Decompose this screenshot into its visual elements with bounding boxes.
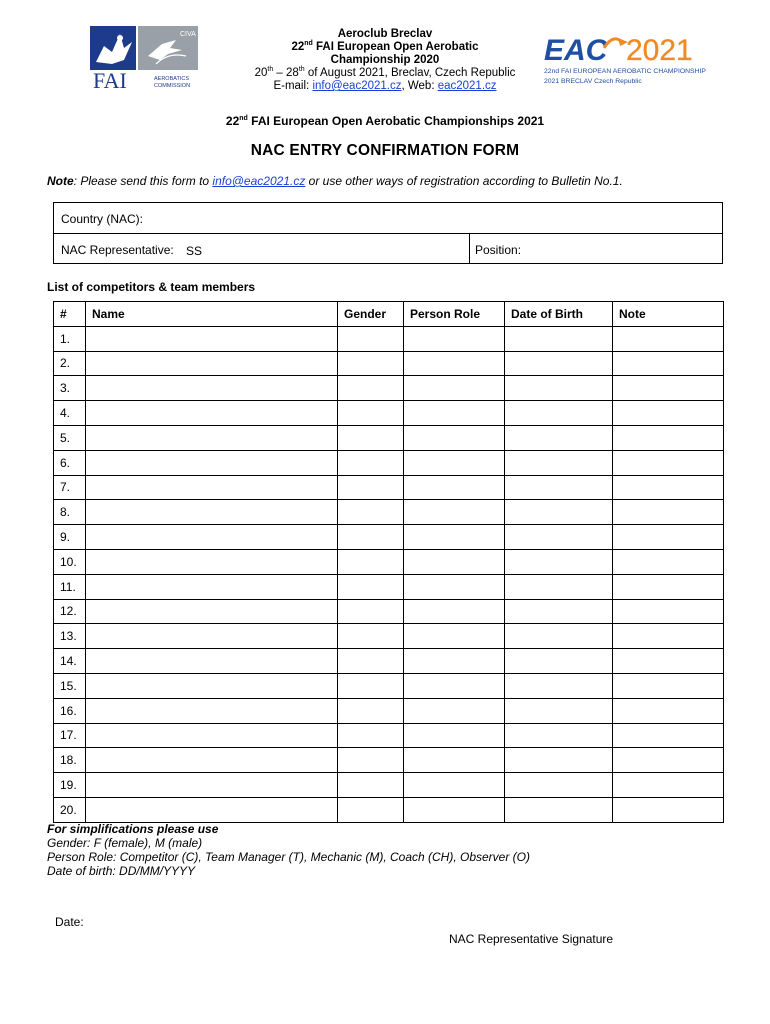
col-date-of-birth: Date of Birth xyxy=(505,302,613,327)
name-cell[interactable] xyxy=(86,525,338,550)
event-header xyxy=(240,28,530,93)
gender-cell[interactable] xyxy=(338,500,404,525)
gender-cell[interactable] xyxy=(338,376,404,401)
row-number: 13. xyxy=(54,624,86,649)
note-cell[interactable] xyxy=(613,797,724,822)
date-of-birth-cell[interactable] xyxy=(505,698,613,723)
note-cell[interactable] xyxy=(613,698,724,723)
competitors-list-title: List of competitors & team members xyxy=(47,280,256,294)
table-row xyxy=(54,500,724,525)
championship-line2: Championship 2020 xyxy=(330,54,440,66)
name-cell[interactable] xyxy=(86,475,338,500)
name-cell[interactable] xyxy=(86,698,338,723)
date-of-birth-cell[interactable] xyxy=(505,525,613,550)
gender-cell[interactable] xyxy=(338,797,404,822)
signature-label: NAC Representative Signature xyxy=(449,932,614,946)
note-cell[interactable] xyxy=(613,351,724,376)
name-cell[interactable] xyxy=(86,549,338,574)
note-cell[interactable] xyxy=(613,624,724,649)
row-number: 14. xyxy=(54,649,86,674)
person-role-cell[interactable] xyxy=(404,797,505,822)
form-title: NAC ENTRY CONFIRMATION FORM xyxy=(250,142,520,159)
table-row xyxy=(54,450,724,475)
note-cell[interactable] xyxy=(613,773,724,798)
col-number: # xyxy=(54,302,86,327)
table-row xyxy=(54,599,724,624)
name-cell[interactable] xyxy=(86,748,338,773)
date-of-birth-cell[interactable] xyxy=(505,748,613,773)
person-role-cell[interactable] xyxy=(404,649,505,674)
row-number: 17. xyxy=(54,723,86,748)
gender-cell[interactable] xyxy=(338,525,404,550)
table-row xyxy=(54,401,724,426)
note-cell[interactable] xyxy=(613,748,724,773)
gender-cell[interactable] xyxy=(338,425,404,450)
country-row xyxy=(54,203,722,234)
table-row xyxy=(54,376,724,401)
person-role-cell[interactable] xyxy=(404,698,505,723)
col-note: Note xyxy=(613,302,724,327)
gender-cell[interactable] xyxy=(338,549,404,574)
person-role-cell[interactable] xyxy=(404,525,505,550)
date-of-birth-cell[interactable] xyxy=(505,723,613,748)
row-number: 20. xyxy=(54,797,86,822)
eac-logo-text: EAC xyxy=(544,34,608,67)
table-row xyxy=(54,624,724,649)
event-dates: 20th – 28th of August 2021, Breclav, Czech Republic xyxy=(254,66,516,79)
col-gender: Gender xyxy=(338,302,404,327)
date-of-birth-cell[interactable] xyxy=(505,797,613,822)
note-email-link[interactable]: info@eac2021.cz xyxy=(212,174,306,188)
note-cell[interactable] xyxy=(613,500,724,525)
note-cell[interactable] xyxy=(613,326,724,351)
gender-cell[interactable] xyxy=(338,475,404,500)
date-of-birth-cell[interactable] xyxy=(505,500,613,525)
fai-civa-logo xyxy=(90,26,198,92)
person-role-cell[interactable] xyxy=(404,351,505,376)
name-cell[interactable] xyxy=(86,797,338,822)
person-role-cell[interactable] xyxy=(404,450,505,475)
legend-role: Person Role: Competitor (C), Team Manager (T), Mechanic (M), Coach (CH), Observer (O) xyxy=(47,850,531,864)
gender-cell[interactable] xyxy=(338,649,404,674)
note-cell[interactable] xyxy=(613,649,724,674)
name-cell[interactable] xyxy=(86,425,338,450)
date-of-birth-cell[interactable] xyxy=(505,599,613,624)
row-number: 8. xyxy=(54,500,86,525)
note-cell[interactable] xyxy=(613,723,724,748)
name-cell[interactable] xyxy=(86,649,338,674)
person-role-cell[interactable] xyxy=(404,599,505,624)
row-number: 4. xyxy=(54,401,86,426)
table-row xyxy=(54,723,724,748)
person-role-cell[interactable] xyxy=(404,673,505,698)
header-email-link[interactable]: info@eac2021.cz xyxy=(312,80,402,92)
legend-dob: Date of birth: DD/MM/YYYY xyxy=(47,864,196,878)
table-row xyxy=(54,351,724,376)
row-number: 1. xyxy=(54,326,86,351)
date-of-birth-cell[interactable] xyxy=(505,574,613,599)
row-number: 11. xyxy=(54,574,86,599)
date-of-birth-cell[interactable] xyxy=(505,351,613,376)
table-row xyxy=(54,425,724,450)
competitors-table xyxy=(53,301,724,823)
col-name: Name xyxy=(86,302,338,327)
date-of-birth-cell[interactable] xyxy=(505,425,613,450)
date-of-birth-cell[interactable] xyxy=(505,401,613,426)
person-role-cell[interactable] xyxy=(404,574,505,599)
name-cell[interactable] xyxy=(86,401,338,426)
person-role-cell[interactable] xyxy=(404,500,505,525)
date-of-birth-cell[interactable] xyxy=(505,649,613,674)
person-role-cell[interactable] xyxy=(404,549,505,574)
legend-gender: Gender: F (female), M (male) xyxy=(47,836,203,850)
table-row xyxy=(54,797,724,822)
eac-caption2: 2021 BRECLAV Czech Republic xyxy=(544,78,642,85)
person-role-cell[interactable] xyxy=(404,475,505,500)
gender-cell[interactable] xyxy=(338,723,404,748)
gender-cell[interactable] xyxy=(338,401,404,426)
name-cell[interactable] xyxy=(86,326,338,351)
date-of-birth-cell[interactable] xyxy=(505,326,613,351)
person-role-cell[interactable] xyxy=(404,326,505,351)
date-of-birth-cell[interactable] xyxy=(505,624,613,649)
person-role-cell[interactable] xyxy=(404,376,505,401)
note-cell[interactable] xyxy=(613,599,724,624)
note-cell[interactable] xyxy=(613,673,724,698)
championship-line1: 22nd FAI European Open Aerobatic xyxy=(291,40,479,53)
championship-subtitle: 22nd FAI European Open Aerobatic Championships 2021 xyxy=(225,114,545,128)
date-label: Date: xyxy=(55,915,84,929)
row-number: 5. xyxy=(54,425,86,450)
note-cell[interactable] xyxy=(613,425,724,450)
fai-wordmark: FAI xyxy=(93,68,127,92)
table-header-row xyxy=(54,302,724,327)
commission-line2: COMMISSION xyxy=(154,83,191,89)
name-cell[interactable] xyxy=(86,500,338,525)
row-number: 12. xyxy=(54,599,86,624)
row-number: 9. xyxy=(54,525,86,550)
note-cell[interactable] xyxy=(613,574,724,599)
date-of-birth-cell[interactable] xyxy=(505,549,613,574)
person-role-cell[interactable] xyxy=(404,748,505,773)
legend xyxy=(47,822,530,878)
gender-cell[interactable] xyxy=(338,599,404,624)
gender-cell[interactable] xyxy=(338,698,404,723)
name-cell[interactable] xyxy=(86,450,338,475)
date-of-birth-cell[interactable] xyxy=(505,475,613,500)
row-number: 19. xyxy=(54,773,86,798)
person-role-cell[interactable] xyxy=(404,401,505,426)
row-number: 16. xyxy=(54,698,86,723)
civa-badge: CIVA xyxy=(180,31,196,38)
header-web-link[interactable]: eac2021.cz xyxy=(437,80,497,92)
commission-line1: AEROBATICS xyxy=(154,76,190,82)
date-of-birth-cell[interactable] xyxy=(505,773,613,798)
table-row xyxy=(54,525,724,550)
name-cell[interactable] xyxy=(86,673,338,698)
name-cell[interactable] xyxy=(86,773,338,798)
row-number: 18. xyxy=(54,748,86,773)
note-cell[interactable] xyxy=(613,475,724,500)
table-row xyxy=(54,326,724,351)
note-cell[interactable] xyxy=(613,525,724,550)
name-cell[interactable] xyxy=(86,376,338,401)
row-number: 15. xyxy=(54,673,86,698)
note-cell[interactable] xyxy=(613,376,724,401)
table-row xyxy=(54,475,724,500)
gender-cell[interactable] xyxy=(338,624,404,649)
eac2021-logo xyxy=(542,28,712,90)
note-cell[interactable] xyxy=(613,401,724,426)
gender-cell[interactable] xyxy=(338,351,404,376)
table-row xyxy=(54,698,724,723)
person-role-cell[interactable] xyxy=(404,723,505,748)
row-number: 6. xyxy=(54,450,86,475)
gender-cell[interactable] xyxy=(338,673,404,698)
rep-value[interactable]: SS xyxy=(186,244,203,258)
date-of-birth-cell[interactable] xyxy=(505,376,613,401)
table-row xyxy=(54,649,724,674)
table-row xyxy=(54,574,724,599)
submission-note: Note: Please send this form to info@eac2021.cz or use other ways of registration according to Bulletin No.1. xyxy=(47,174,623,188)
person-role-cell[interactable] xyxy=(404,773,505,798)
rep-label: NAC Representative: xyxy=(61,243,174,257)
col-person-role: Person Role xyxy=(404,302,505,327)
organizer: Aeroclub Breclav xyxy=(337,28,433,40)
date-of-birth-cell[interactable] xyxy=(505,450,613,475)
row-number: 3. xyxy=(54,376,86,401)
date-of-birth-cell[interactable] xyxy=(505,673,613,698)
position-label: Position: xyxy=(475,243,522,257)
name-cell[interactable] xyxy=(86,624,338,649)
name-cell[interactable] xyxy=(86,574,338,599)
name-cell[interactable] xyxy=(86,723,338,748)
name-cell[interactable] xyxy=(86,599,338,624)
note-cell[interactable] xyxy=(613,549,724,574)
gender-cell[interactable] xyxy=(338,748,404,773)
note-cell[interactable] xyxy=(613,450,724,475)
eac-caption1: 22nd FAI EUROPEAN AEROBATIC CHAMPIONSHIP xyxy=(544,68,706,75)
gender-cell[interactable] xyxy=(338,773,404,798)
country-label: Country (NAC): xyxy=(61,212,144,226)
person-role-cell[interactable] xyxy=(404,425,505,450)
name-cell[interactable] xyxy=(86,351,338,376)
contact-line: E-mail: info@eac2021.cz, Web: eac2021.cz xyxy=(273,80,497,92)
table-row xyxy=(54,748,724,773)
eac-logo-year: 2021 xyxy=(626,34,693,67)
row-number: 10. xyxy=(54,549,86,574)
gender-cell[interactable] xyxy=(338,326,404,351)
legend-heading: For simplifications please use xyxy=(47,822,219,836)
gender-cell[interactable] xyxy=(338,450,404,475)
table-row xyxy=(54,549,724,574)
gender-cell[interactable] xyxy=(338,574,404,599)
row-number: 7. xyxy=(54,475,86,500)
country-info-box xyxy=(53,202,723,264)
table-row xyxy=(54,673,724,698)
table-row xyxy=(54,773,724,798)
person-role-cell[interactable] xyxy=(404,624,505,649)
row-number: 2. xyxy=(54,351,86,376)
